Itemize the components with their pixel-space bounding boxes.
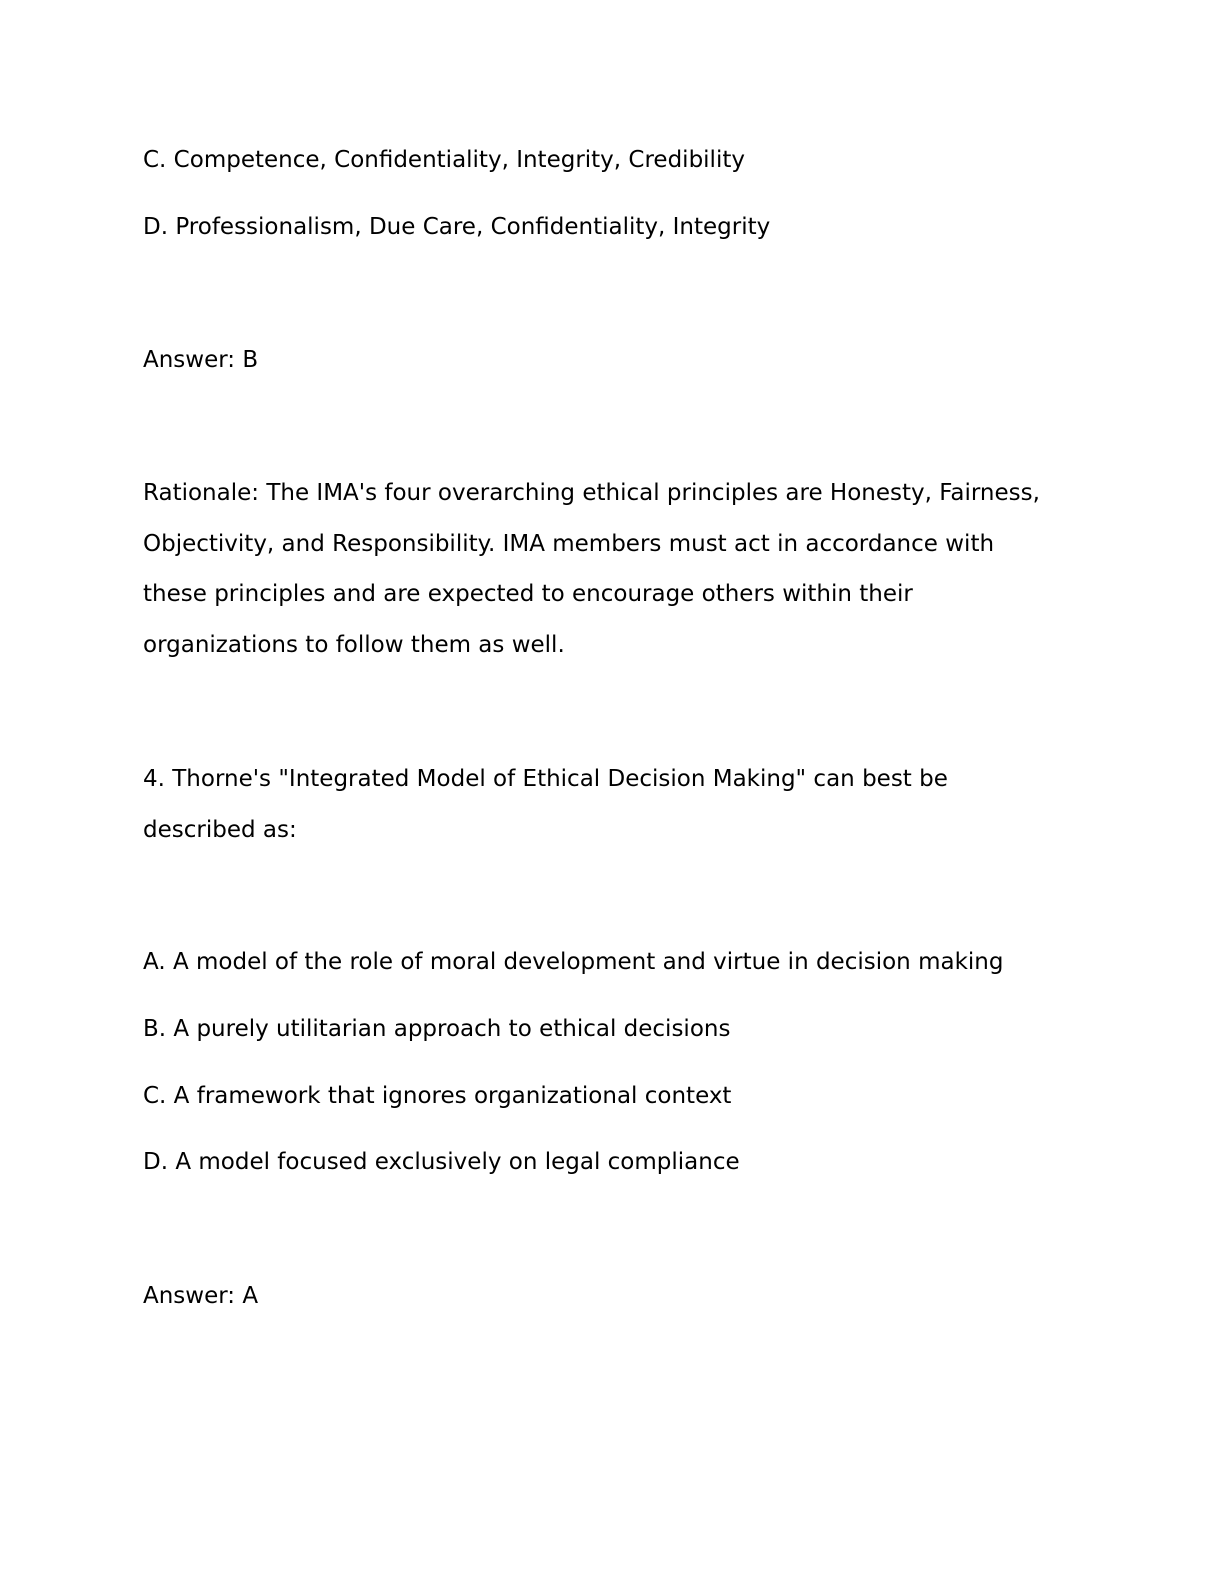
q4-option-c: C. A framework that ignores organizational context [143,1083,732,1109]
q3-option-d: D. Professionalism, Due Care, Confidentiality, Integrity [143,214,771,240]
q3-rationale: Rationale: The IMA's four overarching ethical principles are Honesty, Fairness, Objectivity, and Responsibility. IMA members must act in accordance with these principles and are expected to encourage others within their organizations to follow them as well. [143,480,1040,658]
q3-answer: Answer: B [143,347,259,373]
q4-question: 4. Thorne's "Integrated Model of Ethical Decision Making" can best be described as: [143,766,948,843]
q3-option-c: C. Competence, Confidentiality, Integrity, Credibility [143,147,745,173]
q4-option-a: A. A model of the role of moral development and virtue in decision making [143,949,1004,975]
q4-option-d: D. A model focused exclusively on legal compliance [143,1149,740,1175]
q4-answer: Answer: A [143,1283,259,1309]
q4-option-b: B. A purely utilitarian approach to ethical decisions [143,1016,731,1042]
